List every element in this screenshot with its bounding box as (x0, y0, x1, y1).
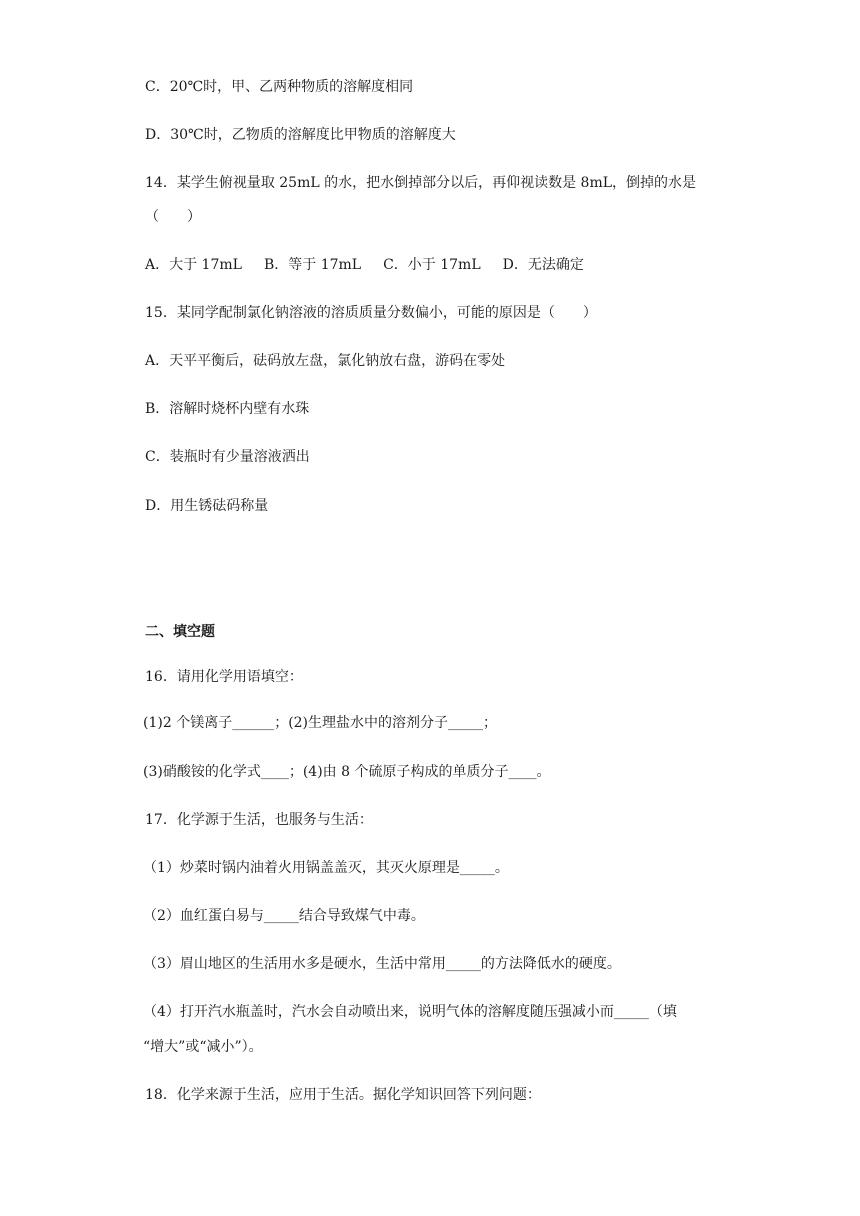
q15-option-b: B．溶解时烧杯内壁有水珠 (145, 401, 310, 417)
q17-stem: 17．化学源于生活，也服务与生活： (145, 812, 373, 828)
q14-option-c: C．小于 17mL (383, 257, 481, 273)
q14-option-d: D．无法确定 (502, 257, 584, 273)
q13-option-d: D．30℃时，乙物质的溶解度比甲物质的溶解度大 (145, 127, 456, 143)
q17-part4-line2: “增大”或“减小”）。 (143, 1039, 263, 1055)
q16-line2: (3)硝酸铵的化学式____；(4)由 8 个硫原子构成的单质分子____。 (143, 764, 551, 780)
q14-stem-line2: （ ） (145, 209, 201, 225)
section-heading-fill-in: 二、填空题 (145, 624, 215, 640)
q15-option-c: C．装瓶时有少量溶液洒出 (145, 449, 310, 465)
q15-option-d: D．用生锈砝码称量 (145, 498, 269, 514)
q17-part2: （2）血红蛋白易与_____结合导致煤气中毒。 (143, 908, 425, 924)
q14-options (145, 255, 584, 275)
q14-stem-line1: 14．某学生俯视量取 25mL 的水，把水倒掉部分以后，再仰视读数是 8mL，倒掉的水是 (145, 175, 697, 191)
q14-option-a: A．大于 17mL (145, 257, 242, 273)
q15-option-a: A．天平平衡后，砝码放左盘，氯化钠放右盘，游码在零处 (145, 353, 506, 369)
q15-stem: 15．某同学配制氯化钠溶液的溶质质量分数偏小，可能的原因是（ ） (145, 305, 597, 321)
q13-option-c: C．20℃时，甲、乙两种物质的溶解度相同 (145, 79, 414, 95)
q17-part4-line1: （4）打开汽水瓶盖时，汽水会自动喷出来，说明气体的溶解度随压强减小而_____（填 (143, 1004, 677, 1020)
q18-stem: 18．化学来源于生活，应用于生活。据化学知识回答下列问题： (145, 1087, 541, 1103)
q17-part3: （3）眉山地区的生活用水多是硬水，生活中常用_____的方法降低水的硬度。 (143, 956, 621, 972)
q16-stem: 16．请用化学用语填空： (145, 669, 303, 685)
q14-option-b: B．等于 17mL (263, 257, 362, 273)
q16-line1: (1)2 个镁离子______；(2)生理盐水中的溶剂分子_____； (143, 715, 498, 731)
q17-part1: （1）炒菜时锅内油着火用锅盖盖灭，其灭火原理是_____。 (143, 860, 509, 876)
